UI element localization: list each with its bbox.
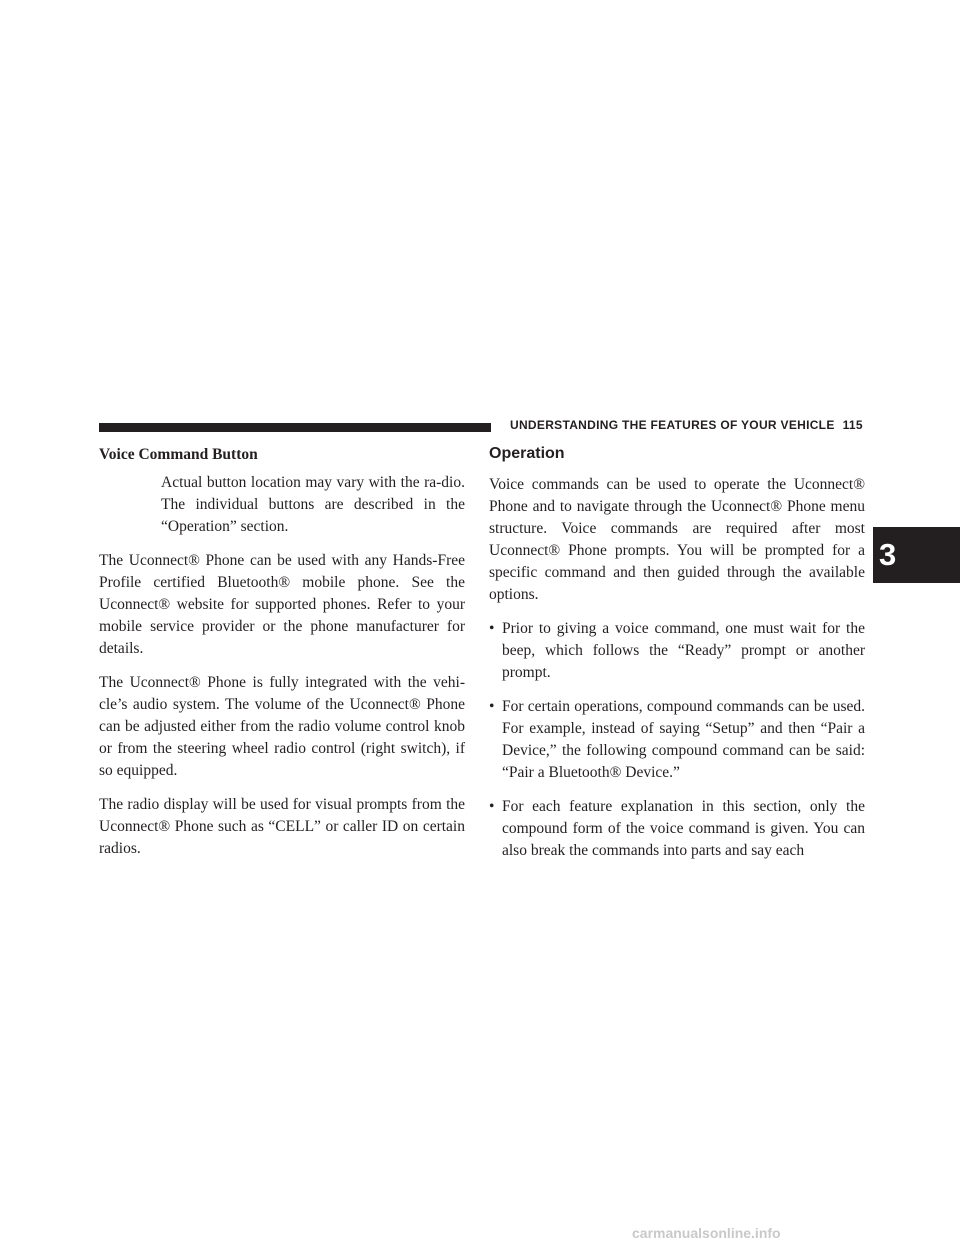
left-column (99, 444, 465, 872)
operation-intro: Voice commands can be used to operate the Uconnect® Phone and to navigate through the Uconnect® Phone menu structure. Voice commands are required after most Uconnect® Phone prompts. You will be prompted for a specific command and then guided through the available options. (489, 476, 865, 603)
paragraph-audio-integration: The Uconnect® Phone is fully integrated with the vehi-cle’s audio system. The volume of the Uconnect® Phone can be adjusted either from the radio volume control knob or from the steering wheel radio control (right switch), if so equipped. (99, 674, 465, 779)
bullet-item: • Prior to giving a voice command, one must wait for the beep, which follows the “Ready” prompt or another prompt. (489, 618, 865, 684)
paragraph-compatibility: The Uconnect® Phone can be used with any Hands-Free Profile certified Bluetooth® mobile phone. See the Uconnect® website for supported phones. Refer to your mobile service provider or the phone manufacturer for details. (99, 552, 465, 657)
chapter-tab (873, 527, 960, 583)
voice-command-heading: Voice Command Button (99, 446, 258, 463)
operation-heading: Operation (489, 445, 565, 462)
watermark: carmanualsonline.info (632, 1225, 781, 1241)
page-number: 115 (842, 418, 863, 432)
chapter-number: 3 (879, 537, 897, 572)
right-column (489, 444, 865, 874)
paragraph-radio-display: The radio display will be used for visual prompts from the Uconnect® Phone such as “CELL” or caller ID on certain radios. (99, 796, 465, 857)
header-title: UNDERSTANDING THE FEATURES OF YOUR VEHICLE (510, 418, 835, 432)
bullet-item: • For certain operations, compound commands can be used. For example, instead of saying “Setup” and then “Pair a Device,” the following compound command can be said: “Pair a Bluetooth® Device.” (489, 696, 865, 784)
button-location-note: Actual button location may vary with the ra-dio. The individual buttons are described in the “Operation” section. (161, 474, 465, 535)
header-rule (99, 423, 491, 432)
operation-bullets (489, 618, 865, 862)
running-header (510, 418, 863, 432)
bullet-item: • For each feature explanation in this section, only the compound form of the voice command is given. You can also break the commands into parts and say each (489, 796, 865, 862)
